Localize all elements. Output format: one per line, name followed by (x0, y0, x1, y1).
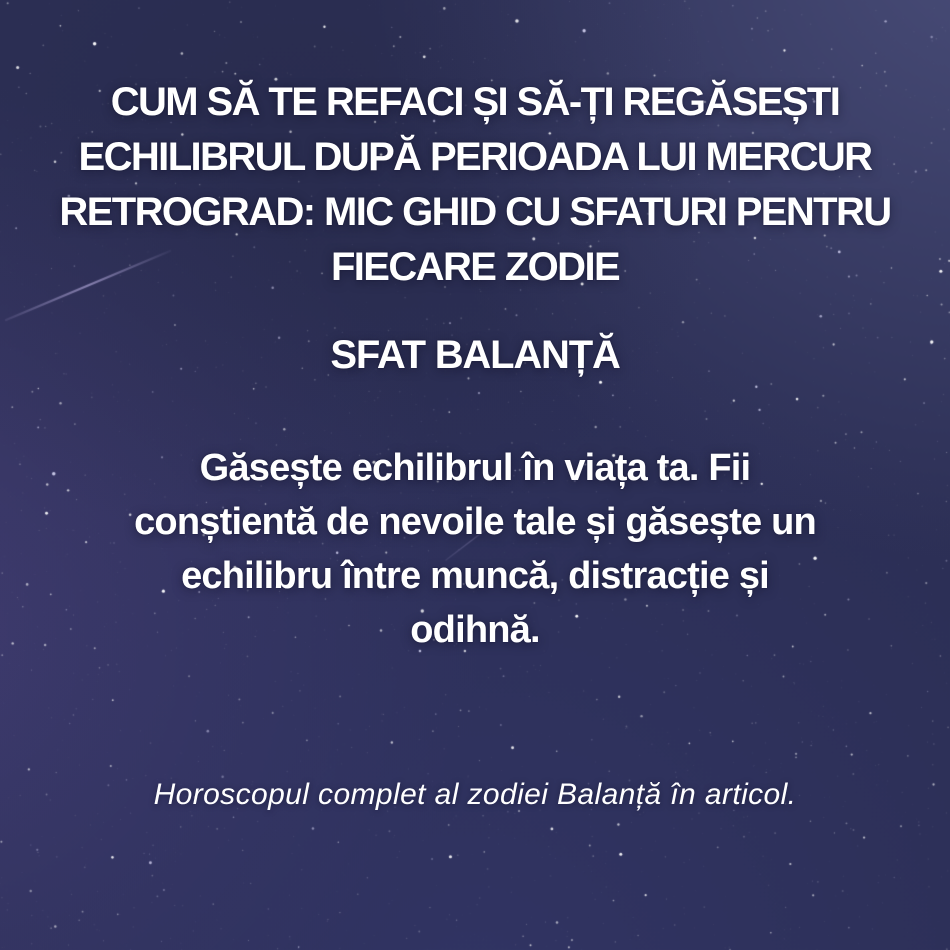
article-title-line: RETROGRAD: MIC GHID CU SFATURI PENTRU (59, 190, 891, 234)
article-title-line: FIECARE ZODIE (330, 245, 620, 289)
zodiac-advice-heading: SFAT BALANȚĂ (330, 333, 620, 377)
advice-text (0, 441, 950, 657)
advice-text-line: Găsește echilibrul în viața ta. Fii (199, 447, 751, 489)
advice-text-line: echilibru între muncă, distracție și (181, 555, 769, 597)
advice-text-line: conștientă de nevoile tale și găsește un (134, 501, 816, 543)
article-title-line: CUM SĂ TE REFACI ȘI SĂ-ȚI REGĂSEȘTI (110, 80, 840, 124)
footer-note: Horoscopul complet al zodiei Balanță în articol. (153, 778, 797, 811)
article-title (0, 75, 950, 295)
article-title-line: ECHILIBRUL DUPĂ PERIOADA LUI MERCUR (78, 135, 872, 179)
advice-text-line: odihnă. (410, 609, 540, 651)
